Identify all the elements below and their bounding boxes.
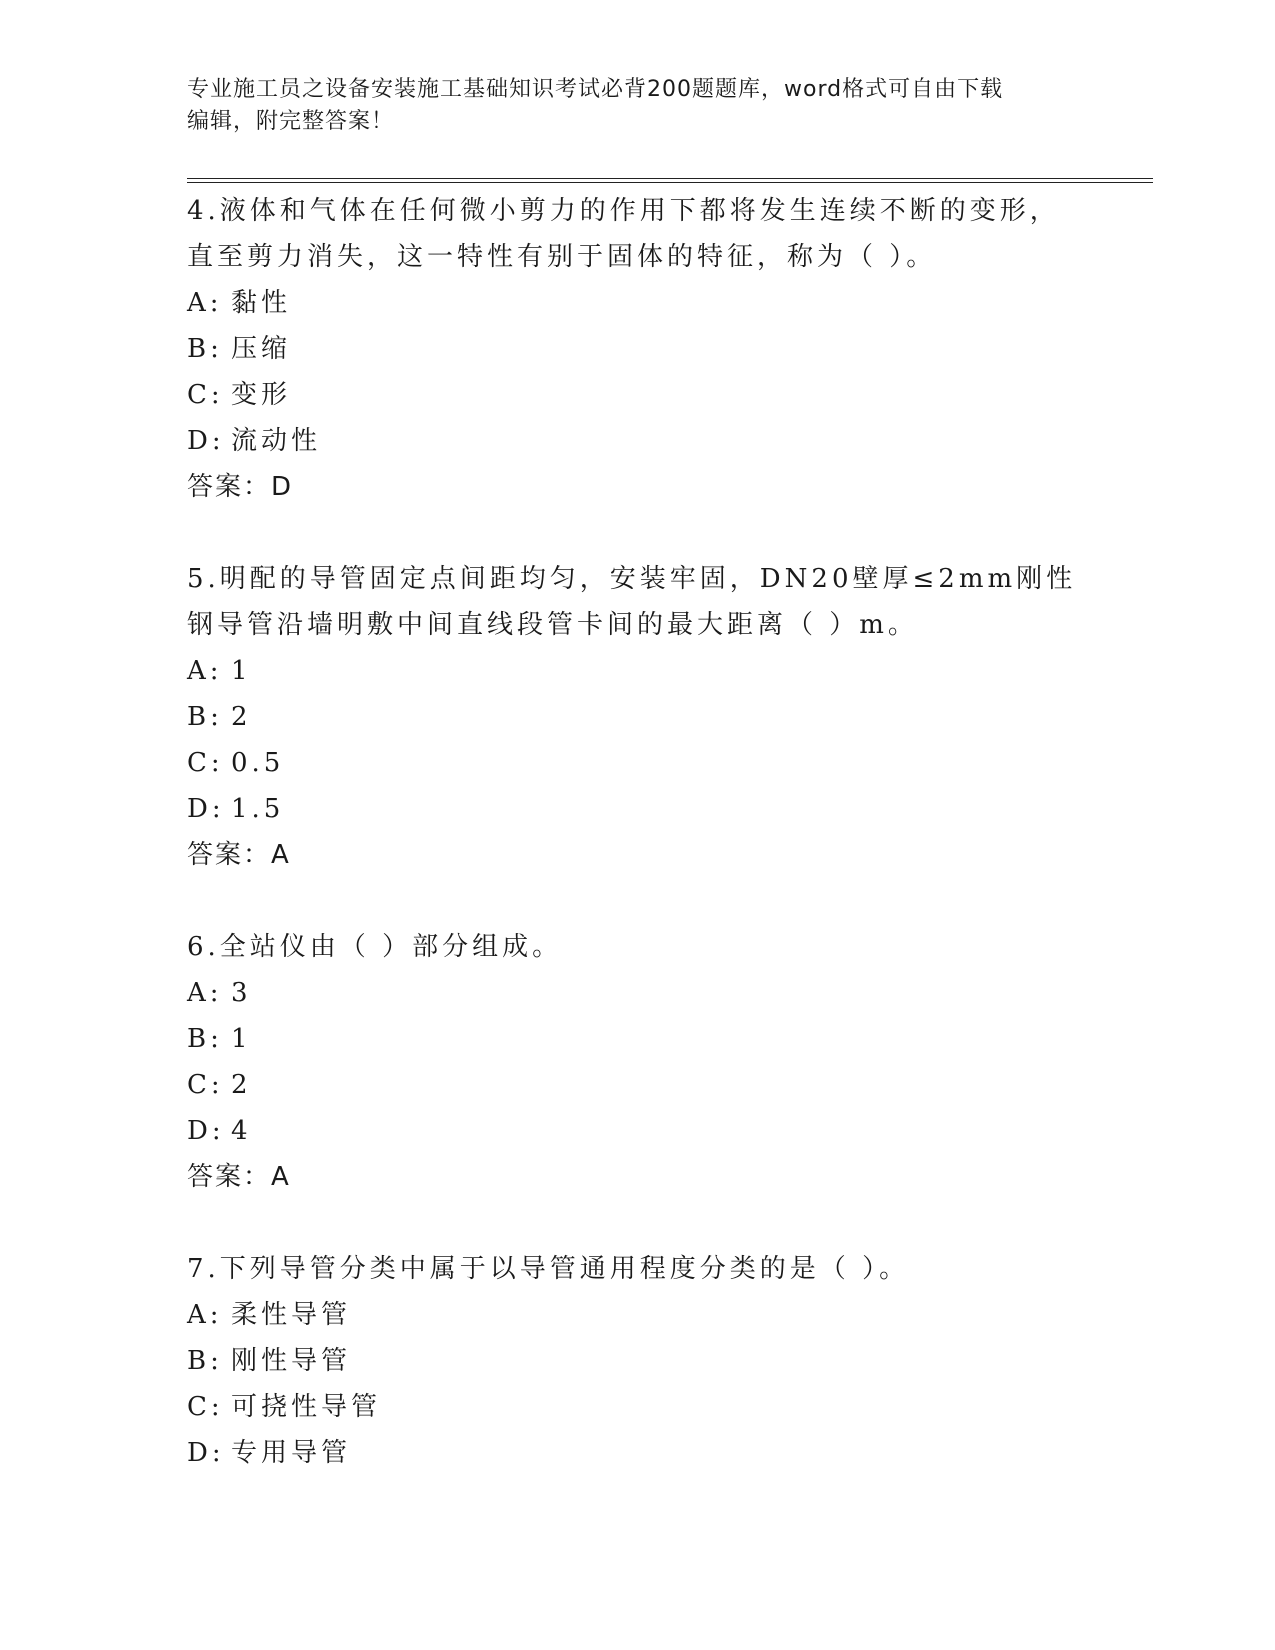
option-letter: C: — [187, 1070, 224, 1100]
option-letter: B: — [187, 1024, 223, 1054]
option-letter: C: — [187, 748, 224, 778]
option-d — [187, 1108, 1087, 1154]
question-item — [187, 1246, 1087, 1476]
document-header — [187, 74, 1087, 138]
question-stem: 5.明配的导管固定点间距均匀，安装牢固，DN20壁厚≤2mm刚性钢导管沿墙明敷中间直线段管卡间的最大距离（ ）m。 — [187, 564, 1077, 640]
option-text: 1.5 — [231, 794, 285, 824]
question-list — [187, 188, 1087, 1522]
option-letter: D: — [187, 426, 225, 456]
answer-line: 答案：D — [187, 472, 294, 502]
option-text: 黏性 — [231, 288, 292, 318]
option-a — [187, 648, 1087, 694]
option-c — [187, 740, 1087, 786]
header-title-line-2: 编辑，附完整答案！ — [187, 109, 395, 134]
question-stem: 6.全站仪由（ ）部分组成。 — [187, 932, 563, 962]
option-text: 压缩 — [231, 334, 292, 364]
question-stem: 7.下列导管分类中属于以导管通用程度分类的是（ ）。 — [187, 1254, 910, 1284]
option-text: 3 — [231, 978, 252, 1008]
option-d — [187, 418, 1087, 464]
option-text: 2 — [231, 1070, 252, 1100]
option-letter: A: — [187, 656, 223, 686]
option-a — [187, 1292, 1087, 1338]
option-text: 流动性 — [231, 426, 322, 456]
option-letter: C: — [187, 1392, 224, 1422]
answer-line: 答案：A — [187, 1162, 291, 1192]
question-item — [187, 188, 1087, 510]
option-text: 0.5 — [231, 748, 285, 778]
option-text: 刚性导管 — [231, 1346, 352, 1376]
option-text: 可挠性导管 — [231, 1392, 382, 1422]
question-item — [187, 556, 1087, 878]
option-text: 2 — [231, 702, 252, 732]
option-letter: A: — [187, 978, 223, 1008]
option-c — [187, 1062, 1087, 1108]
option-a — [187, 280, 1087, 326]
question-stem: 4.液体和气体在任何微小剪力的作用下都将发生连续不断的变形，直至剪力消失，这一特性有别于固体的特征，称为（ ）。 — [187, 196, 1060, 272]
option-text: 柔性导管 — [231, 1300, 352, 1330]
option-letter: A: — [187, 1300, 223, 1330]
option-letter: C: — [187, 380, 224, 410]
option-text: 1 — [231, 1024, 252, 1054]
option-a — [187, 970, 1087, 1016]
option-b — [187, 694, 1087, 740]
option-letter: B: — [187, 1346, 223, 1376]
option-text: 4 — [231, 1116, 252, 1146]
option-letter: B: — [187, 334, 223, 364]
option-text: 1 — [231, 656, 252, 686]
answer-line: 答案：A — [187, 840, 291, 870]
option-text: 专用导管 — [231, 1438, 352, 1468]
option-d — [187, 786, 1087, 832]
option-d — [187, 1430, 1087, 1476]
header-double-rule — [187, 178, 1153, 183]
header-title-line-1: 专业施工员之设备安装施工基础知识考试必背200题题库，word格式可自由下载 — [187, 77, 1004, 102]
option-c — [187, 1384, 1087, 1430]
option-b — [187, 1016, 1087, 1062]
option-letter: D: — [187, 1116, 225, 1146]
question-item — [187, 924, 1087, 1200]
option-letter: A: — [187, 288, 223, 318]
option-letter: D: — [187, 794, 225, 824]
option-b — [187, 326, 1087, 372]
option-c — [187, 372, 1087, 418]
option-text: 变形 — [231, 380, 292, 410]
option-letter: B: — [187, 702, 223, 732]
option-letter: D: — [187, 1438, 225, 1468]
option-b — [187, 1338, 1087, 1384]
